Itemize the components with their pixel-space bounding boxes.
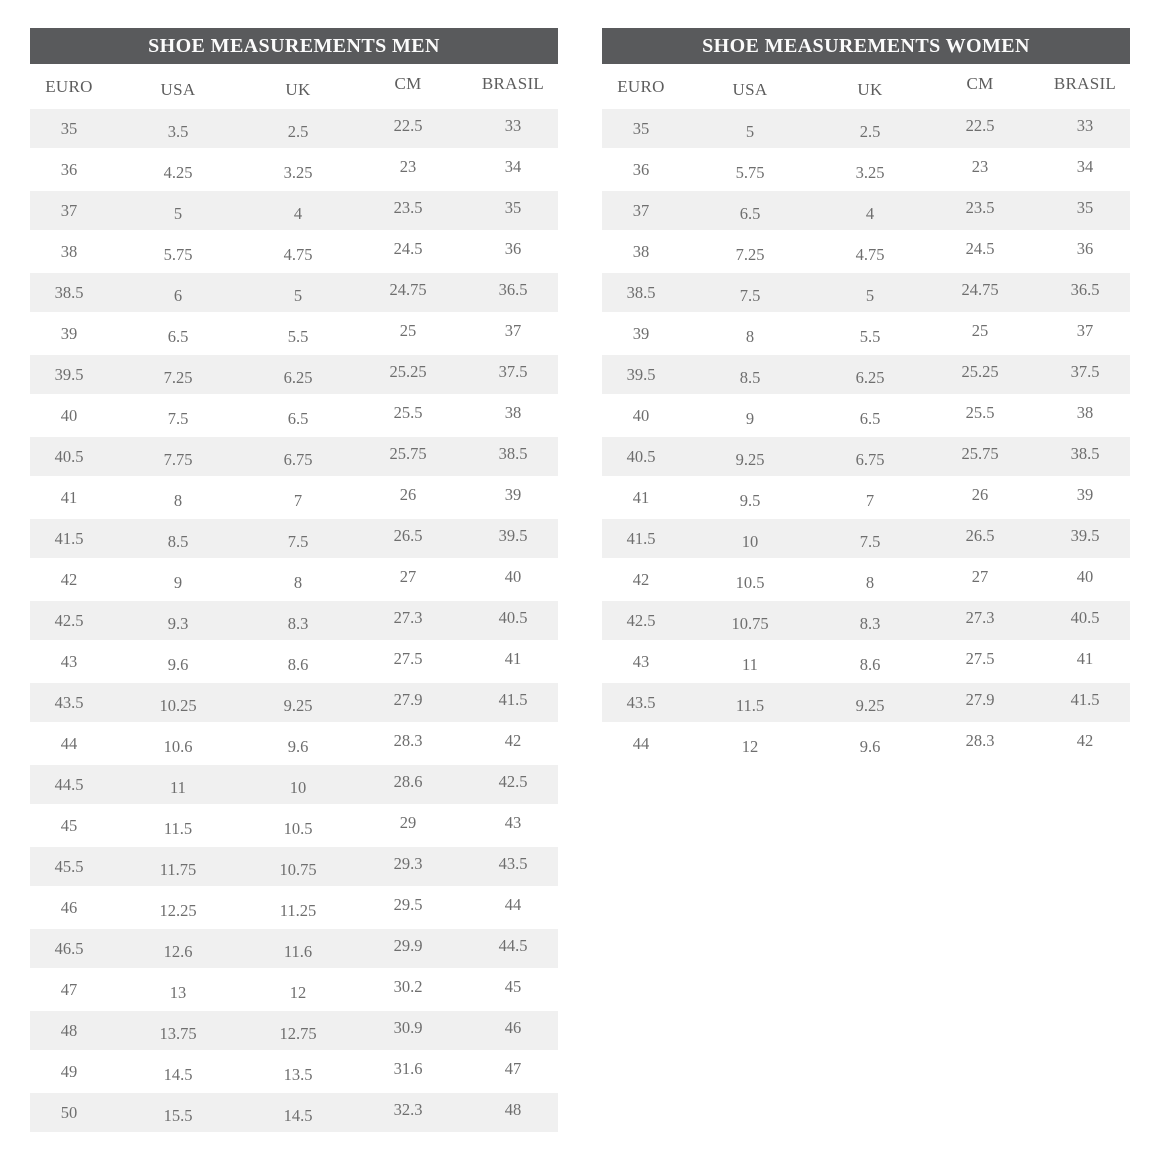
size-cell: 34 bbox=[1076, 156, 1094, 176]
size-cell: 42 bbox=[504, 730, 522, 750]
size-cell: 5.5 bbox=[287, 326, 309, 346]
size-cell: 10.6 bbox=[163, 736, 193, 756]
women-size-table bbox=[602, 64, 1130, 765]
table-row bbox=[30, 437, 558, 476]
size-cell: 11 bbox=[108, 765, 248, 804]
size-cell: 9.6 bbox=[287, 736, 309, 756]
size-cell: 9.5 bbox=[739, 490, 761, 510]
size-cell: 40 bbox=[632, 405, 650, 425]
size-cell: 7.25 bbox=[108, 355, 248, 394]
size-cell: 37.5 bbox=[468, 355, 558, 394]
size-cell: 3.25 bbox=[283, 162, 313, 182]
size-cell: 46 bbox=[468, 1011, 558, 1050]
size-cell: 48 bbox=[30, 1011, 108, 1050]
size-cell: 13.5 bbox=[283, 1064, 313, 1084]
size-cell: 41.5 bbox=[30, 519, 108, 558]
table-row bbox=[30, 642, 558, 681]
size-cell: 35 bbox=[468, 191, 558, 230]
size-cell: 7.25 bbox=[735, 244, 765, 264]
size-cell: 12 bbox=[289, 982, 307, 1002]
size-cell: 40.5 bbox=[468, 601, 558, 640]
table-row bbox=[30, 519, 558, 558]
table-row bbox=[30, 929, 558, 968]
size-cell: 42 bbox=[1076, 730, 1094, 750]
size-cell: 11.25 bbox=[279, 900, 317, 920]
size-cell: 24.5 bbox=[965, 238, 995, 258]
table-row bbox=[30, 273, 558, 312]
size-cell: 28.6 bbox=[348, 765, 468, 804]
size-cell: 48 bbox=[468, 1093, 558, 1132]
size-cell: 29 bbox=[399, 812, 417, 832]
size-cell: 30.2 bbox=[393, 976, 423, 996]
size-cell: 23 bbox=[971, 156, 989, 176]
table-row bbox=[30, 1011, 558, 1050]
size-cell: 26 bbox=[971, 484, 989, 504]
column-header-row bbox=[602, 66, 1130, 107]
size-cell: 44 bbox=[504, 894, 522, 914]
size-cell: 4 bbox=[248, 191, 348, 230]
size-cell: 8.6 bbox=[859, 654, 881, 674]
table-row bbox=[30, 478, 558, 517]
size-cell: 38.5 bbox=[602, 273, 680, 312]
size-cell: 6.5 bbox=[167, 326, 189, 346]
size-cell: 39 bbox=[632, 323, 650, 343]
size-cell: 27 bbox=[971, 566, 989, 586]
size-cell: 37 bbox=[504, 320, 522, 340]
size-cell: 39.5 bbox=[30, 355, 108, 394]
size-cell: 25.5 bbox=[965, 402, 995, 422]
table-row bbox=[602, 724, 1130, 763]
column-header-uk: UK bbox=[285, 79, 311, 99]
table-row bbox=[30, 396, 558, 435]
size-cell: 41 bbox=[1076, 648, 1094, 668]
size-cell: 2.5 bbox=[248, 109, 348, 148]
table-row bbox=[602, 519, 1130, 558]
size-cell: 3.25 bbox=[855, 162, 885, 182]
table-row bbox=[30, 355, 558, 394]
size-cell: 25.5 bbox=[393, 402, 423, 422]
size-cell: 42 bbox=[60, 569, 78, 589]
size-cell: 5 bbox=[108, 191, 248, 230]
size-cell: 44 bbox=[632, 733, 650, 753]
table-row bbox=[30, 765, 558, 804]
size-cell: 5 bbox=[248, 273, 348, 312]
size-cell: 14.5 bbox=[248, 1093, 348, 1132]
column-header-uk: UK bbox=[857, 79, 883, 99]
size-cell: 36 bbox=[1076, 238, 1094, 258]
size-cell: 40.5 bbox=[30, 437, 108, 476]
table-row bbox=[602, 191, 1130, 230]
size-cell: 36 bbox=[632, 159, 650, 179]
size-cell: 45 bbox=[504, 976, 522, 996]
size-cell: 10.75 bbox=[248, 847, 348, 886]
size-cell: 5.5 bbox=[859, 326, 881, 346]
size-cell: 7 bbox=[293, 490, 303, 510]
size-cell: 50 bbox=[30, 1093, 108, 1132]
size-cell: 43.5 bbox=[602, 683, 680, 722]
size-cell: 25.25 bbox=[348, 355, 468, 394]
size-cell: 38.5 bbox=[1040, 437, 1130, 476]
size-cell: 9.25 bbox=[820, 683, 920, 722]
size-cell: 12.75 bbox=[248, 1011, 348, 1050]
size-cell: 43 bbox=[504, 812, 522, 832]
size-cell: 27.3 bbox=[348, 601, 468, 640]
column-header-euro: EURO bbox=[45, 76, 93, 96]
size-cell: 42.5 bbox=[30, 601, 108, 640]
size-cell: 34 bbox=[504, 156, 522, 176]
size-cell: 45.5 bbox=[30, 847, 108, 886]
size-cell: 7.5 bbox=[680, 273, 820, 312]
size-cell: 44 bbox=[60, 733, 78, 753]
table-row bbox=[602, 642, 1130, 681]
size-cell: 30.9 bbox=[348, 1011, 468, 1050]
size-cell: 7 bbox=[865, 490, 875, 510]
table-row bbox=[602, 355, 1130, 394]
size-cell: 10.25 bbox=[108, 683, 248, 722]
column-header-brasil: BRASIL bbox=[481, 73, 545, 93]
size-cell: 24.5 bbox=[393, 238, 423, 258]
size-cell: 25 bbox=[399, 320, 417, 340]
column-header-cm: CM bbox=[966, 73, 994, 93]
size-cell: 26 bbox=[399, 484, 417, 504]
column-header-euro: EURO bbox=[617, 76, 665, 96]
size-cell: 22.5 bbox=[348, 109, 468, 148]
size-cell: 39 bbox=[504, 484, 522, 504]
size-cell: 39.5 bbox=[602, 355, 680, 394]
size-cell: 32.3 bbox=[348, 1093, 468, 1132]
size-cell: 27.3 bbox=[920, 601, 1040, 640]
table-row bbox=[30, 314, 558, 353]
table-row bbox=[30, 601, 558, 640]
size-cell: 23.5 bbox=[920, 191, 1040, 230]
size-cell: 10 bbox=[680, 519, 820, 558]
size-cell: 7.5 bbox=[248, 519, 348, 558]
table-row bbox=[30, 724, 558, 763]
size-cell: 9.6 bbox=[167, 654, 189, 674]
table-row bbox=[602, 232, 1130, 271]
size-cell: 9.3 bbox=[108, 601, 248, 640]
table-row bbox=[602, 478, 1130, 517]
size-cell: 40.5 bbox=[602, 437, 680, 476]
column-header-row bbox=[30, 66, 558, 107]
size-cell: 9.25 bbox=[680, 437, 820, 476]
size-cell: 6.75 bbox=[820, 437, 920, 476]
size-cell: 39 bbox=[60, 323, 78, 343]
size-cell: 27.9 bbox=[348, 683, 468, 722]
size-cell: 13.75 bbox=[108, 1011, 248, 1050]
size-cell: 11.5 bbox=[163, 818, 193, 838]
table-row bbox=[30, 150, 558, 189]
size-cell: 2.5 bbox=[820, 109, 920, 148]
size-cell: 4 bbox=[820, 191, 920, 230]
size-cell: 37.5 bbox=[1040, 355, 1130, 394]
size-cell: 42 bbox=[632, 569, 650, 589]
size-cell: 6.5 bbox=[859, 408, 881, 428]
size-cell: 42.5 bbox=[602, 601, 680, 640]
size-cell: 28.3 bbox=[393, 730, 423, 750]
size-cell: 46.5 bbox=[30, 929, 108, 968]
size-cell: 23 bbox=[399, 156, 417, 176]
size-cell: 8 bbox=[173, 490, 183, 510]
size-cell: 36.5 bbox=[1040, 273, 1130, 312]
table-row bbox=[30, 683, 558, 722]
size-cell: 9.6 bbox=[859, 736, 881, 756]
table-row bbox=[30, 109, 558, 148]
table-row bbox=[602, 683, 1130, 722]
size-cell: 44.5 bbox=[468, 929, 558, 968]
size-cell: 42.5 bbox=[468, 765, 558, 804]
table-row bbox=[602, 437, 1130, 476]
size-cell: 47 bbox=[504, 1058, 522, 1078]
table-row bbox=[30, 847, 558, 886]
size-cell: 9 bbox=[745, 408, 755, 428]
column-header-usa: USA bbox=[160, 79, 196, 99]
size-cell: 6.75 bbox=[248, 437, 348, 476]
size-cell: 26.5 bbox=[348, 519, 468, 558]
size-cell: 38 bbox=[1076, 402, 1094, 422]
table-row bbox=[30, 806, 558, 845]
size-cell: 35 bbox=[1040, 191, 1130, 230]
size-cell: 49 bbox=[60, 1061, 78, 1081]
size-cell: 25.75 bbox=[920, 437, 1040, 476]
size-cell: 6 bbox=[108, 273, 248, 312]
size-cell: 33 bbox=[468, 109, 558, 148]
women-chart-title-bar bbox=[602, 28, 1130, 64]
size-cell: 25.75 bbox=[348, 437, 468, 476]
size-cell: 27.9 bbox=[920, 683, 1040, 722]
size-cell: 43.5 bbox=[468, 847, 558, 886]
size-cell: 7.75 bbox=[108, 437, 248, 476]
size-cell: 6.25 bbox=[248, 355, 348, 394]
size-cell: 8 bbox=[293, 572, 303, 592]
size-cell: 37 bbox=[30, 191, 108, 230]
size-cell: 5.75 bbox=[163, 244, 193, 264]
size-cell: 8.6 bbox=[287, 654, 309, 674]
size-cell: 8 bbox=[865, 572, 875, 592]
size-cell: 38 bbox=[632, 241, 650, 261]
column-header-usa: USA bbox=[732, 79, 768, 99]
size-cell: 44.5 bbox=[30, 765, 108, 804]
table-row bbox=[602, 273, 1130, 312]
size-cell: 24.75 bbox=[348, 273, 468, 312]
size-cell: 36.5 bbox=[468, 273, 558, 312]
size-cell: 41.5 bbox=[1040, 683, 1130, 722]
size-cell: 6.5 bbox=[287, 408, 309, 428]
size-cell: 35 bbox=[602, 109, 680, 148]
size-cell: 29.3 bbox=[348, 847, 468, 886]
column-header-brasil: BRASIL bbox=[1053, 73, 1117, 93]
size-cell: 25 bbox=[971, 320, 989, 340]
size-cell: 10.75 bbox=[680, 601, 820, 640]
size-cell: 39.5 bbox=[468, 519, 558, 558]
size-cell: 8.3 bbox=[248, 601, 348, 640]
size-cell: 43 bbox=[60, 651, 78, 671]
size-cell: 8.5 bbox=[680, 355, 820, 394]
size-cell: 38 bbox=[504, 402, 522, 422]
size-cell: 11 bbox=[742, 654, 758, 674]
size-cell: 12 bbox=[741, 736, 759, 756]
size-cell: 40 bbox=[504, 566, 522, 586]
size-cell: 24.75 bbox=[920, 273, 1040, 312]
table-row bbox=[30, 232, 558, 271]
size-cell: 11.6 bbox=[248, 929, 348, 968]
size-cell: 27 bbox=[399, 566, 417, 586]
table-row bbox=[30, 560, 558, 599]
size-cell: 43 bbox=[632, 651, 650, 671]
size-cell: 11.5 bbox=[680, 683, 820, 722]
men-chart-title: SHOE MEASUREMENTS MEN bbox=[148, 34, 440, 57]
size-cell: 40 bbox=[1076, 566, 1094, 586]
size-cell: 41 bbox=[504, 648, 522, 668]
size-cell: 9 bbox=[173, 572, 183, 592]
size-cell: 22.5 bbox=[920, 109, 1040, 148]
size-cell: 5 bbox=[820, 273, 920, 312]
size-cell: 27.5 bbox=[965, 648, 995, 668]
table-row bbox=[30, 970, 558, 1009]
table-row bbox=[602, 314, 1130, 353]
size-cell: 41 bbox=[60, 487, 78, 507]
size-cell: 3.5 bbox=[108, 109, 248, 148]
size-cell: 37 bbox=[1076, 320, 1094, 340]
size-cell: 40 bbox=[60, 405, 78, 425]
table-row bbox=[602, 150, 1130, 189]
size-cell: 47 bbox=[60, 979, 78, 999]
size-cell: 38 bbox=[60, 241, 78, 261]
men-chart-title-bar bbox=[30, 28, 558, 64]
size-cell: 4.75 bbox=[855, 244, 885, 264]
size-cell: 10.5 bbox=[283, 818, 313, 838]
table-row bbox=[602, 109, 1130, 148]
size-cell: 39.5 bbox=[1040, 519, 1130, 558]
size-cell: 31.6 bbox=[393, 1058, 423, 1078]
size-cell: 4.25 bbox=[163, 162, 193, 182]
table-row bbox=[602, 560, 1130, 599]
size-cell: 11.75 bbox=[108, 847, 248, 886]
table-row bbox=[602, 601, 1130, 640]
size-cell: 7.5 bbox=[820, 519, 920, 558]
size-cell: 40.5 bbox=[1040, 601, 1130, 640]
table-row bbox=[30, 888, 558, 927]
men-size-chart bbox=[30, 28, 558, 1134]
size-cell: 8.3 bbox=[820, 601, 920, 640]
size-cell: 23.5 bbox=[348, 191, 468, 230]
size-cell: 25.25 bbox=[920, 355, 1040, 394]
size-cell: 26.5 bbox=[920, 519, 1040, 558]
table-row bbox=[30, 191, 558, 230]
size-cell: 9.25 bbox=[248, 683, 348, 722]
size-cell: 4.75 bbox=[283, 244, 313, 264]
size-cell: 6.5 bbox=[680, 191, 820, 230]
size-cell: 33 bbox=[1040, 109, 1130, 148]
size-cell: 10 bbox=[248, 765, 348, 804]
size-cell: 7.5 bbox=[167, 408, 189, 428]
women-chart-title: SHOE MEASUREMENTS WOMEN bbox=[702, 34, 1030, 57]
size-cell: 8.5 bbox=[108, 519, 248, 558]
size-cell: 41 bbox=[632, 487, 650, 507]
table-row bbox=[602, 396, 1130, 435]
women-size-chart bbox=[602, 28, 1130, 765]
size-cell: 14.5 bbox=[163, 1064, 193, 1084]
size-cell: 41.5 bbox=[468, 683, 558, 722]
men-size-table bbox=[30, 64, 558, 1134]
size-cell: 10.5 bbox=[735, 572, 765, 592]
table-row bbox=[30, 1093, 558, 1132]
size-cell: 12.25 bbox=[159, 900, 197, 920]
size-cell: 37 bbox=[602, 191, 680, 230]
size-cell: 13 bbox=[169, 982, 187, 1002]
size-cell: 35 bbox=[30, 109, 108, 148]
size-cell: 29.5 bbox=[393, 894, 423, 914]
size-cell: 27.5 bbox=[393, 648, 423, 668]
size-cell: 45 bbox=[60, 815, 78, 835]
size-cell: 38.5 bbox=[30, 273, 108, 312]
size-cell: 36 bbox=[504, 238, 522, 258]
size-cell: 29.9 bbox=[348, 929, 468, 968]
size-cell: 5 bbox=[680, 109, 820, 148]
size-cell: 39 bbox=[1076, 484, 1094, 504]
size-cell: 12.6 bbox=[108, 929, 248, 968]
size-cell: 43.5 bbox=[30, 683, 108, 722]
size-cell: 6.25 bbox=[820, 355, 920, 394]
table-row bbox=[30, 1052, 558, 1091]
size-cell: 36 bbox=[60, 159, 78, 179]
size-cell: 8 bbox=[745, 326, 755, 346]
column-header-cm: CM bbox=[394, 73, 422, 93]
size-cell: 28.3 bbox=[965, 730, 995, 750]
size-cell: 15.5 bbox=[108, 1093, 248, 1132]
size-cell: 46 bbox=[60, 897, 78, 917]
size-cell: 38.5 bbox=[468, 437, 558, 476]
size-cell: 5.75 bbox=[735, 162, 765, 182]
size-cell: 41.5 bbox=[602, 519, 680, 558]
